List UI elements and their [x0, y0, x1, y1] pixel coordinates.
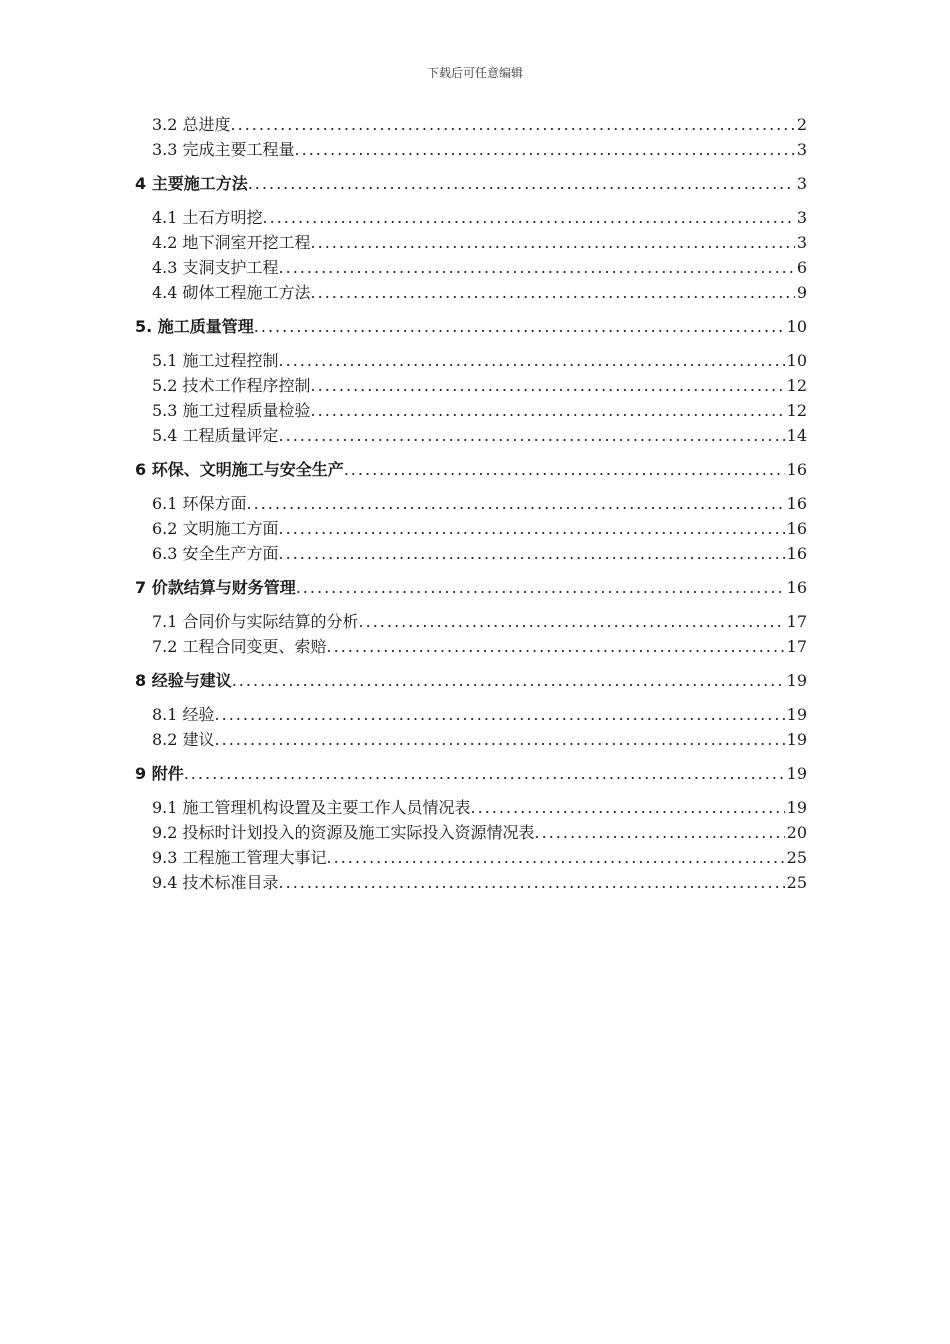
- toc-entry[interactable]: [135, 845, 807, 870]
- toc-dot-leader: [359, 609, 785, 634]
- toc-entry-page: 3: [796, 208, 807, 227]
- toc-entry-title: 4.2 地下洞室开挖工程: [152, 233, 311, 252]
- toc-entry-title: 9.2 投标时计划投入的资源及施工实际投入资源情况表: [152, 823, 535, 842]
- toc-entry-title: 4.1 土石方明挖: [152, 208, 263, 227]
- toc-dot-leader: [471, 795, 785, 820]
- toc-entry-title: 8 经验与建议: [135, 671, 232, 690]
- toc-entry-page: 16: [786, 519, 807, 538]
- toc-entry-title: 9.3 工程施工管理大事记: [152, 848, 327, 867]
- toc-entry-page: 12: [786, 401, 807, 420]
- toc-entry-title: 8.1 经验: [152, 705, 215, 724]
- toc-dot-leader: [279, 423, 785, 448]
- toc-entry[interactable]: [135, 255, 807, 280]
- toc-entry-page: 19: [786, 764, 807, 783]
- toc-dot-leader: [263, 205, 795, 230]
- toc-entry-title: 5.3 施工过程质量检验: [152, 401, 311, 420]
- toc-entry-title: 9 附件: [135, 764, 184, 783]
- toc-dot-leader: [215, 727, 785, 752]
- toc-entry[interactable]: [135, 727, 807, 752]
- toc-entry-page: 14: [786, 426, 807, 445]
- toc-entry-title: 3.3 完成主要工程量: [152, 140, 295, 159]
- toc-entry-page: 16: [786, 494, 807, 513]
- toc-dot-leader: [254, 314, 785, 339]
- toc-dot-leader: [279, 348, 785, 373]
- toc-entry-page: 19: [786, 705, 807, 724]
- page-header: 下载后可任意编辑: [426, 66, 523, 80]
- toc-entry-title: 5.2 技术工作程序控制: [152, 376, 311, 395]
- toc-entry-page: 19: [786, 798, 807, 817]
- table-of-contents: [135, 112, 807, 895]
- toc-entry[interactable]: [135, 541, 807, 566]
- toc-dot-leader: [327, 634, 785, 659]
- toc-dot-leader: [279, 516, 785, 541]
- toc-entry[interactable]: [135, 373, 807, 398]
- toc-entry[interactable]: [135, 205, 807, 230]
- toc-entry-page: 25: [786, 848, 807, 867]
- toc-entry-title: 6 环保、文明施工与安全生产: [135, 460, 344, 479]
- toc-entry[interactable]: [135, 348, 807, 373]
- toc-entry-page: 19: [786, 730, 807, 749]
- toc-entry[interactable]: [135, 795, 807, 820]
- toc-chapter-entry[interactable]: [135, 575, 807, 600]
- toc-entry[interactable]: [135, 702, 807, 727]
- toc-dot-leader: [296, 575, 785, 600]
- toc-dot-leader: [311, 373, 785, 398]
- toc-dot-leader: [279, 870, 785, 895]
- toc-dot-leader: [279, 255, 795, 280]
- toc-entry-title: 7.2 工程合同变更、索赔: [152, 637, 327, 656]
- toc-dot-leader: [327, 845, 785, 870]
- toc-dot-leader: [311, 230, 795, 255]
- toc-dot-leader: [231, 112, 795, 137]
- toc-entry-page: 16: [786, 460, 807, 479]
- toc-entry-title: 5.4 工程质量评定: [152, 426, 279, 445]
- toc-entry[interactable]: [135, 280, 807, 305]
- toc-entry[interactable]: [135, 820, 807, 845]
- toc-entry-page: 9: [796, 283, 807, 302]
- toc-entry-page: 16: [786, 578, 807, 597]
- toc-chapter-entry[interactable]: [135, 761, 807, 786]
- toc-entry-page: 3: [796, 174, 807, 193]
- toc-entry-title: 5.1 施工过程控制: [152, 351, 279, 370]
- toc-entry-title: 9.4 技术标准目录: [152, 873, 279, 892]
- toc-entry-page: 10: [786, 351, 807, 370]
- toc-dot-leader: [311, 398, 785, 423]
- toc-entry-title: 4.4 砌体工程施工方法: [152, 283, 311, 302]
- toc-entry-title: 7 价款结算与财务管理: [135, 578, 296, 597]
- toc-entry[interactable]: [135, 491, 807, 516]
- toc-entry-title: 9.1 施工管理机构设置及主要工作人员情况表: [152, 798, 471, 817]
- toc-entry-page: 6: [796, 258, 807, 277]
- toc-entry-title: 6.3 安全生产方面: [152, 544, 279, 563]
- toc-entry[interactable]: [135, 423, 807, 448]
- toc-dot-leader: [215, 702, 785, 727]
- toc-entry-page: 19: [786, 671, 807, 690]
- toc-entry-page: 12: [786, 376, 807, 395]
- toc-dot-leader: [295, 137, 795, 162]
- toc-entry[interactable]: [135, 112, 807, 137]
- toc-chapter-entry[interactable]: [135, 314, 807, 339]
- toc-entry-title: 3.2 总进度: [152, 115, 231, 134]
- toc-entry[interactable]: [135, 137, 807, 162]
- toc-dot-leader: [248, 171, 795, 196]
- toc-dot-leader: [232, 668, 785, 693]
- toc-entry-title: 6.2 文明施工方面: [152, 519, 279, 538]
- toc-chapter-entry[interactable]: [135, 457, 807, 482]
- toc-entry-title: 5. 施工质量管理: [135, 317, 254, 336]
- toc-entry-title: 7.1 合同价与实际结算的分析: [152, 612, 359, 631]
- toc-entry-page: 20: [786, 823, 807, 842]
- toc-entry[interactable]: [135, 516, 807, 541]
- toc-dot-leader: [247, 491, 785, 516]
- toc-entry[interactable]: [135, 230, 807, 255]
- toc-dot-leader: [344, 457, 785, 482]
- toc-chapter-entry[interactable]: [135, 171, 807, 196]
- toc-dot-leader: [184, 761, 785, 786]
- toc-dot-leader: [279, 541, 785, 566]
- toc-entry-title: 8.2 建议: [152, 730, 215, 749]
- toc-entry-page: 2: [796, 115, 807, 134]
- toc-dot-leader: [311, 280, 795, 305]
- toc-entry-page: 17: [786, 637, 807, 656]
- toc-entry[interactable]: [135, 609, 807, 634]
- toc-entry-page: 16: [786, 544, 807, 563]
- toc-entry-page: 10: [786, 317, 807, 336]
- toc-entry-title: 4 主要施工方法: [135, 174, 248, 193]
- toc-entry-page: 17: [786, 612, 807, 631]
- toc-entry-title: 6.1 环保方面: [152, 494, 247, 513]
- toc-entry-title: 4.3 支洞支护工程: [152, 258, 279, 277]
- toc-entry-page: 25: [786, 873, 807, 892]
- toc-dot-leader: [535, 820, 785, 845]
- toc-entry[interactable]: [135, 870, 807, 895]
- toc-entry[interactable]: [135, 634, 807, 659]
- toc-entry[interactable]: [135, 398, 807, 423]
- toc-chapter-entry[interactable]: [135, 668, 807, 693]
- toc-entry-page: 3: [796, 140, 807, 159]
- toc-entry-page: 3: [796, 233, 807, 252]
